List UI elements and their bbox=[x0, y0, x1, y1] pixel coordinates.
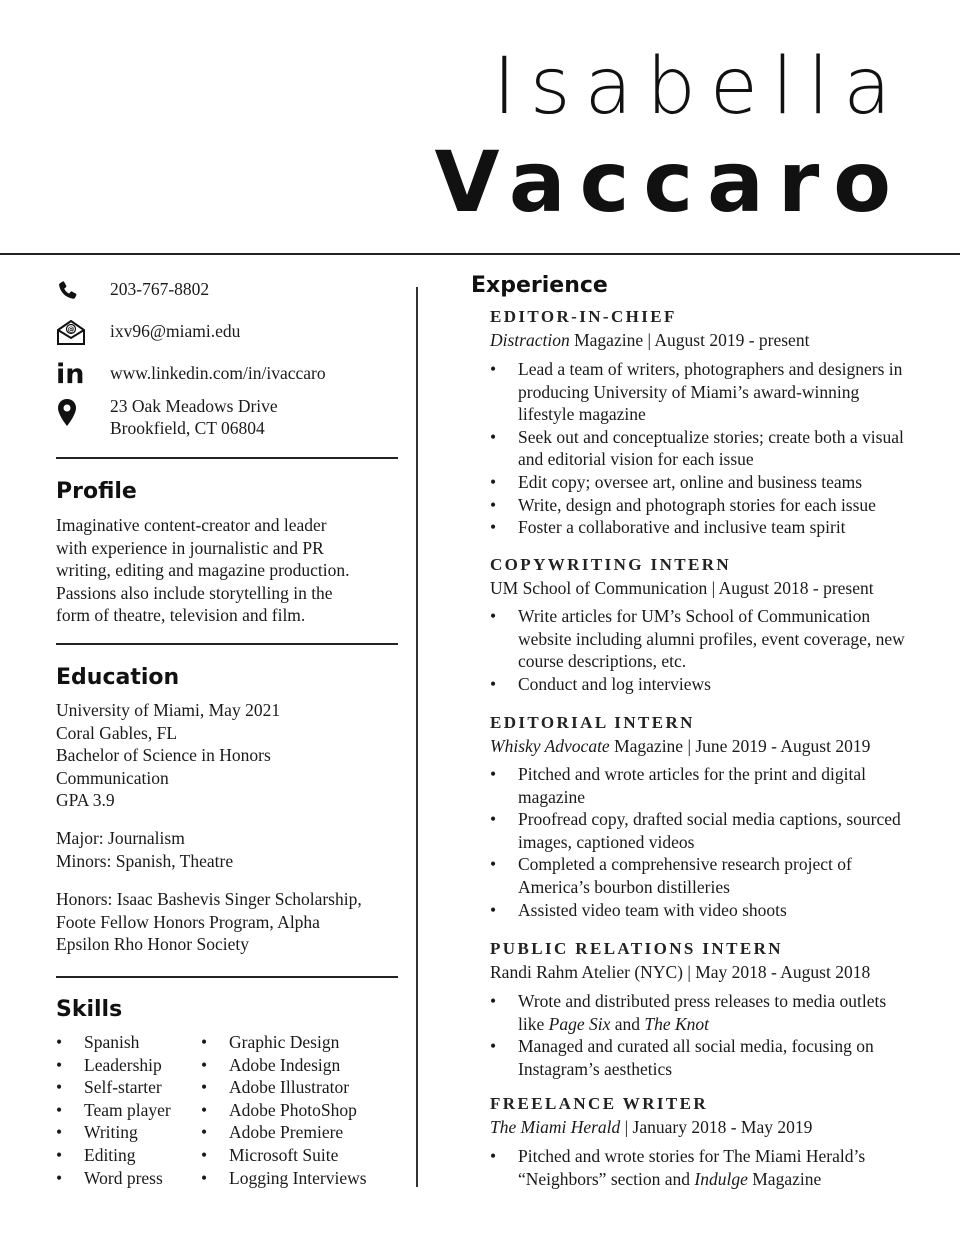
job-org bbox=[490, 578, 874, 599]
divider-contact bbox=[56, 457, 398, 459]
skills-heading: Skills bbox=[56, 997, 123, 1022]
job-bullet: • Write articles for UM’s School of Communication website including alumni profiles, event coverage, new course descriptions, etc. bbox=[490, 605, 910, 673]
profile-line: form of theatre, television and film. bbox=[56, 605, 306, 626]
svg-text:@: @ bbox=[67, 325, 75, 334]
email-icon bbox=[56, 320, 86, 346]
job-org bbox=[490, 736, 870, 757]
job-bullet: • Foster a collaborative and inclusive team spirit bbox=[490, 516, 910, 539]
job-bullets bbox=[490, 605, 910, 695]
job-bullet: • Assisted video team with video shoots bbox=[490, 899, 910, 922]
header-divider bbox=[0, 253, 960, 255]
job-org-text: UM School of Communication | August 2018 - present bbox=[490, 578, 874, 598]
address bbox=[110, 395, 278, 439]
education-degree bbox=[56, 699, 401, 812]
linkedin-url[interactable]: www.linkedin.com/in/ivaccaro bbox=[110, 363, 326, 383]
education-line: University of Miami, May 2021 bbox=[56, 700, 281, 720]
bullet-text: Pitched and wrote stories for The Miami Herald’s “Neighbors” section and bbox=[518, 1146, 866, 1189]
first-name: Isabella bbox=[492, 42, 905, 132]
job-org bbox=[490, 330, 809, 351]
publication-name: The Knot bbox=[644, 1013, 710, 1034]
education-line: GPA 3.9 bbox=[56, 790, 115, 811]
job-org-italic: The Miami Herald bbox=[490, 1117, 621, 1137]
contact-linkedin bbox=[56, 359, 326, 390]
phone-number[interactable]: 203-767-8802 bbox=[110, 279, 210, 299]
job-org bbox=[490, 1117, 812, 1138]
job-bullet: • Proofread copy, drafted social media captions, sourced images, captioned videos bbox=[490, 808, 910, 853]
job-bullets bbox=[490, 763, 910, 921]
job-bullet: • Write, design and photograph stories for each issue bbox=[490, 494, 910, 517]
education-line: Foote Fellow Honors Program, Alpha bbox=[56, 911, 320, 932]
job-bullet bbox=[490, 1145, 910, 1190]
skill-item: • Spanish bbox=[56, 1031, 171, 1054]
education-line: Minors: Spanish, Theatre bbox=[56, 850, 234, 871]
skill-item: • Word press bbox=[56, 1167, 171, 1190]
contact-address bbox=[56, 396, 278, 438]
job-org-italic: Whisky Advocate bbox=[490, 736, 610, 756]
linkedin-icon: in bbox=[56, 359, 85, 390]
email-address[interactable]: ixv96@miami.edu bbox=[110, 321, 241, 341]
education-heading: Education bbox=[56, 665, 180, 690]
skill-item: • Adobe Premiere bbox=[201, 1121, 367, 1144]
skill-item: • Self-starter bbox=[56, 1076, 171, 1099]
profile-line: with experience in journalistic and PR bbox=[56, 537, 324, 558]
education-line: Coral Gables, FL bbox=[56, 722, 178, 743]
education-line: Major: Journalism bbox=[56, 828, 185, 848]
profile-text bbox=[56, 514, 401, 627]
job-org-text: Randi Rahm Atelier (NYC) | May 2018 - August 2018 bbox=[490, 962, 871, 982]
address-line-2: Brookfield, CT 06804 bbox=[110, 418, 265, 438]
skills-list-2 bbox=[201, 1031, 367, 1189]
bullet-text: and bbox=[610, 1013, 645, 1034]
job-bullet: • Conduct and log interviews bbox=[490, 673, 910, 696]
publication-name: Page Six bbox=[548, 1013, 611, 1034]
job-org-text: Magazine | August 2019 - present bbox=[569, 330, 810, 350]
job-bullet: • Edit copy; oversee art, online and business teams bbox=[490, 471, 910, 494]
job-bullets bbox=[490, 990, 910, 1080]
publication-name: Indulge bbox=[694, 1168, 748, 1189]
education-major bbox=[56, 827, 401, 872]
job-title: COPYWRITING INTERN bbox=[490, 555, 732, 574]
job-bullet bbox=[490, 990, 910, 1035]
job-bullets bbox=[490, 1145, 910, 1190]
location-pin-icon bbox=[56, 400, 86, 426]
education-line: Bachelor of Science in Honors bbox=[56, 745, 271, 766]
skill-item: • Microsoft Suite bbox=[201, 1144, 367, 1167]
skill-item: • Leadership bbox=[56, 1054, 171, 1077]
skill-item: • Team player bbox=[56, 1099, 171, 1122]
phone-icon bbox=[56, 278, 86, 304]
job-title: EDITOR-IN-CHIEF bbox=[490, 307, 677, 326]
profile-line: writing, editing and magazine production. bbox=[56, 560, 350, 581]
skill-item: • Writing bbox=[56, 1121, 171, 1144]
education-honors bbox=[56, 888, 401, 956]
job-org-italic: Distraction bbox=[490, 330, 570, 350]
skill-item: • Logging Interviews bbox=[201, 1167, 367, 1190]
profile-line: Passions also include storytelling in the bbox=[56, 582, 333, 603]
job-org bbox=[490, 962, 870, 983]
education-line: Honors: Isaac Bashevis Singer Scholarship, bbox=[56, 889, 362, 909]
experience-heading: Experience bbox=[471, 273, 608, 298]
job-org-text: Magazine | June 2019 - August 2019 bbox=[609, 736, 871, 756]
divider-profile bbox=[56, 643, 398, 645]
job-title: FREELANCE WRITER bbox=[490, 1094, 709, 1113]
skill-item: • Graphic Design bbox=[201, 1031, 367, 1054]
skill-item: • Editing bbox=[56, 1144, 171, 1167]
bullet-text: Wrote and distributed press releases to media outlets like bbox=[518, 991, 887, 1034]
education-line: Communication bbox=[56, 767, 169, 788]
job-org-text: | January 2018 - May 2019 bbox=[620, 1117, 813, 1137]
last-name: Vaccaro bbox=[434, 133, 905, 231]
job-bullet: • Lead a team of writers, photographers and designers in producing University of Miami’s award-winning lifestyle magazine bbox=[490, 358, 910, 426]
job-title: EDITORIAL INTERN bbox=[490, 713, 695, 732]
column-divider bbox=[416, 287, 418, 1187]
job-bullet: • Pitched and wrote articles for the print and digital magazine bbox=[490, 763, 910, 808]
job-title: PUBLIC RELATIONS INTERN bbox=[490, 939, 783, 958]
job-bullets bbox=[490, 358, 910, 539]
job-bullet: • Completed a comprehensive research project of America’s bourbon distilleries bbox=[490, 853, 910, 898]
skill-item: • Adobe PhotoShop bbox=[201, 1099, 367, 1122]
bullet-text: Magazine bbox=[747, 1168, 822, 1189]
job-bullet: • Seek out and conceptualize stories; create both a visual and editorial vision for each issue bbox=[490, 426, 910, 471]
profile-line: Imaginative content-creator and leader bbox=[56, 515, 327, 535]
skill-item: • Adobe Illustrator bbox=[201, 1076, 367, 1099]
contact-email bbox=[56, 320, 241, 346]
skills-list-1 bbox=[56, 1031, 171, 1189]
job-bullet: • Managed and curated all social media, focusing on Instagram’s aesthetics bbox=[490, 1035, 910, 1080]
skill-item: • Adobe Indesign bbox=[201, 1054, 367, 1077]
address-line-1: 23 Oak Meadows Drive bbox=[110, 396, 278, 416]
education-line: Epsilon Rho Honor Society bbox=[56, 934, 249, 955]
profile-heading: Profile bbox=[56, 479, 137, 504]
divider-education bbox=[56, 976, 398, 978]
contact-phone bbox=[56, 278, 210, 304]
